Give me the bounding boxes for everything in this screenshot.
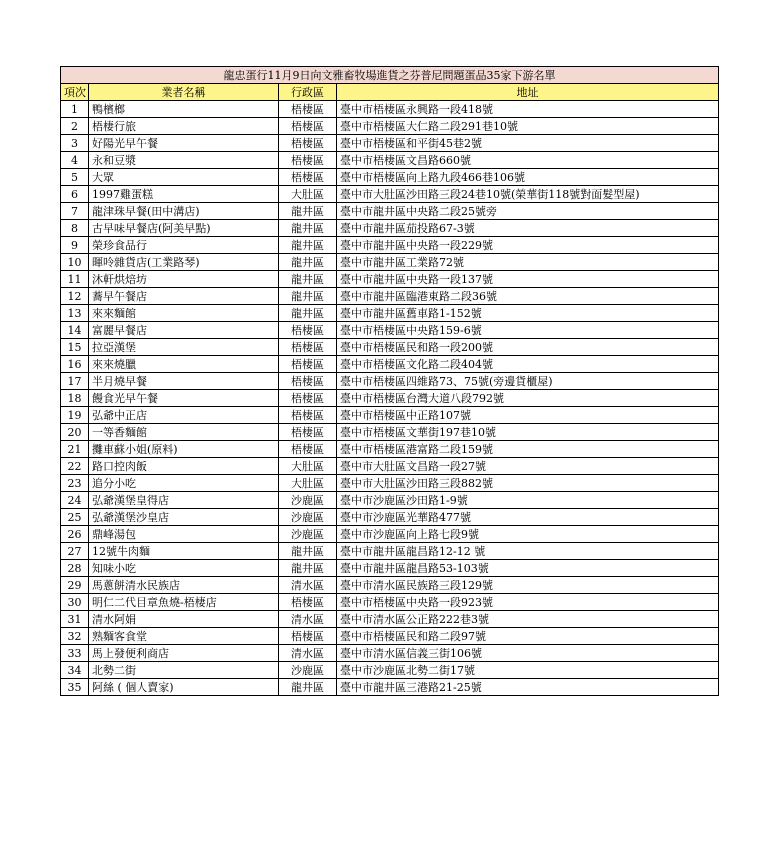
- row-number: 20: [61, 424, 89, 441]
- table-row: [61, 407, 719, 424]
- table-row: [61, 356, 719, 373]
- table-row: [61, 152, 719, 169]
- table-row: [61, 254, 719, 271]
- table-row: [61, 492, 719, 509]
- business-name: 北勢二街: [89, 662, 279, 679]
- header-row: [61, 84, 719, 101]
- district: 龍井區: [279, 543, 337, 560]
- district: 沙鹿區: [279, 662, 337, 679]
- table-row: [61, 662, 719, 679]
- district: 梧棲區: [279, 594, 337, 611]
- row-number: 35: [61, 679, 89, 696]
- business-name: 阿絲 ( 個人賣家): [89, 679, 279, 696]
- row-number: 13: [61, 305, 89, 322]
- row-number: 27: [61, 543, 89, 560]
- district: 沙鹿區: [279, 492, 337, 509]
- row-number: 7: [61, 203, 89, 220]
- business-name: 12號牛肉麵: [89, 543, 279, 560]
- address: 臺中市龍井區臨港東路二段36號: [337, 288, 719, 305]
- address: 臺中市龍井區中央路一段229號: [337, 237, 719, 254]
- table-row: [61, 101, 719, 118]
- address: 臺中市梧棲區向上路九段466巷106號: [337, 169, 719, 186]
- district: 龍井區: [279, 560, 337, 577]
- district: 梧棲區: [279, 135, 337, 152]
- row-number: 31: [61, 611, 89, 628]
- table-row: [61, 475, 719, 492]
- row-number: 5: [61, 169, 89, 186]
- address: 臺中市梧棲區文華街197巷10號: [337, 424, 719, 441]
- district: 龍井區: [279, 288, 337, 305]
- district: 梧棲區: [279, 101, 337, 118]
- district: 梧棲區: [279, 118, 337, 135]
- district: 龍井區: [279, 237, 337, 254]
- table-row: [61, 441, 719, 458]
- business-name: 明仁二代目章魚燒-梧棲店: [89, 594, 279, 611]
- district: 梧棲區: [279, 441, 337, 458]
- district: 大肚區: [279, 186, 337, 203]
- table-row: [61, 322, 719, 339]
- row-number: 12: [61, 288, 89, 305]
- header-district: 行政區: [279, 84, 337, 101]
- district: 沙鹿區: [279, 509, 337, 526]
- address: 臺中市沙鹿區向上路七段9號: [337, 526, 719, 543]
- table-row: [61, 288, 719, 305]
- address: 臺中市沙鹿區光華路477號: [337, 509, 719, 526]
- table-row: [61, 424, 719, 441]
- table-row: [61, 611, 719, 628]
- row-number: 16: [61, 356, 89, 373]
- business-name: 馬蔥餅清水民族店: [89, 577, 279, 594]
- table-row: [61, 560, 719, 577]
- row-number: 25: [61, 509, 89, 526]
- business-name: 來來燒臘: [89, 356, 279, 373]
- address: 臺中市梧棲區永興路一段418號: [337, 101, 719, 118]
- row-number: 33: [61, 645, 89, 662]
- address: 臺中市梧棲區中央路一段923號: [337, 594, 719, 611]
- district: 梧棲區: [279, 356, 337, 373]
- business-name: 榮珍食品行: [89, 237, 279, 254]
- row-number: 15: [61, 339, 89, 356]
- address: 臺中市梧棲區民和路一段200號: [337, 339, 719, 356]
- row-number: 22: [61, 458, 89, 475]
- district: 清水區: [279, 577, 337, 594]
- title-row: [61, 67, 719, 84]
- district: 梧棲區: [279, 373, 337, 390]
- district: 梧棲區: [279, 322, 337, 339]
- row-number: 26: [61, 526, 89, 543]
- district: 清水區: [279, 611, 337, 628]
- business-name: 好陽光早午餐: [89, 135, 279, 152]
- business-name: 富麗早餐店: [89, 322, 279, 339]
- table-row: [61, 458, 719, 475]
- address: 臺中市龍井區中央路一段137號: [337, 271, 719, 288]
- district: 梧棲區: [279, 407, 337, 424]
- row-number: 10: [61, 254, 89, 271]
- address: 臺中市龍井區三港路21-25號: [337, 679, 719, 696]
- row-number: 6: [61, 186, 89, 203]
- business-name: 蕎早午餐店: [89, 288, 279, 305]
- table-row: [61, 390, 719, 407]
- table-row: [61, 509, 719, 526]
- downstream-list-table: [60, 66, 719, 696]
- business-name: 來來麵館: [89, 305, 279, 322]
- address: 臺中市梧棲區和平街45巷2號: [337, 135, 719, 152]
- address: 臺中市大肚區文昌路一段27號: [337, 458, 719, 475]
- row-number: 1: [61, 101, 89, 118]
- table-row: [61, 271, 719, 288]
- business-name: 梧棲行旅: [89, 118, 279, 135]
- table-row: [61, 305, 719, 322]
- business-name: 弘爺漢堡皇得店: [89, 492, 279, 509]
- address: 臺中市梧棲區四維路73、75號(旁邊貨櫃屋): [337, 373, 719, 390]
- row-number: 24: [61, 492, 89, 509]
- business-name: 熟麵客食堂: [89, 628, 279, 645]
- row-number: 8: [61, 220, 89, 237]
- district: 清水區: [279, 645, 337, 662]
- document-title: 龍忠蛋行11月9日向文雅畜牧場進貨之芬普尼問題蛋品35家下游名單: [61, 67, 719, 84]
- address: 臺中市梧棲區中正路107號: [337, 407, 719, 424]
- business-name: 拉亞漢堡: [89, 339, 279, 356]
- business-name: 攤車蘇小姐(原料): [89, 441, 279, 458]
- table-row: [61, 577, 719, 594]
- address: 臺中市梧棲區中央路159-6號: [337, 322, 719, 339]
- business-name: 沐軒烘焙坊: [89, 271, 279, 288]
- address: 臺中市龍井區龍昌路12-12 號: [337, 543, 719, 560]
- table-row: [61, 526, 719, 543]
- address: 臺中市梧棲區文化路二段404號: [337, 356, 719, 373]
- district: 梧棲區: [279, 339, 337, 356]
- address: 臺中市梧棲區大仁路二段291巷10號: [337, 118, 719, 135]
- business-name: 知味小吃: [89, 560, 279, 577]
- row-number: 3: [61, 135, 89, 152]
- table-row: [61, 220, 719, 237]
- business-name: 追分小吃: [89, 475, 279, 492]
- business-name: 暉呤雜貨店(工業路琴): [89, 254, 279, 271]
- header-address: 地址: [337, 84, 719, 101]
- address: 臺中市清水區民族路三段129號: [337, 577, 719, 594]
- address: 臺中市龍井區工業路72號: [337, 254, 719, 271]
- table-row: [61, 543, 719, 560]
- table-row: [61, 679, 719, 696]
- business-name: 路口控肉飯: [89, 458, 279, 475]
- business-name: 清水阿娟: [89, 611, 279, 628]
- district: 龍井區: [279, 254, 337, 271]
- table-row: [61, 594, 719, 611]
- district: 龍井區: [279, 220, 337, 237]
- business-name: 半月燒早餐: [89, 373, 279, 390]
- row-number: 28: [61, 560, 89, 577]
- address: 臺中市清水區信義三街106號: [337, 645, 719, 662]
- district: 龍井區: [279, 271, 337, 288]
- district: 龍井區: [279, 305, 337, 322]
- row-number: 34: [61, 662, 89, 679]
- district: 梧棲區: [279, 169, 337, 186]
- row-number: 21: [61, 441, 89, 458]
- district: 梧棲區: [279, 152, 337, 169]
- business-name: 鼎峰湯包: [89, 526, 279, 543]
- address: 臺中市沙鹿區北勢二街17號: [337, 662, 719, 679]
- address: 臺中市大肚區沙田路三段882號: [337, 475, 719, 492]
- table-row: [61, 118, 719, 135]
- business-name: 古早味早餐店(阿美早點): [89, 220, 279, 237]
- district: 大肚區: [279, 475, 337, 492]
- address: 臺中市沙鹿區沙田路1-9號: [337, 492, 719, 509]
- address: 臺中市大肚區沙田路三段24巷10號(榮華街118號對面髮型屋): [337, 186, 719, 203]
- table-row: [61, 237, 719, 254]
- business-name: 一等香麵館: [89, 424, 279, 441]
- business-name: 龍津珠早餐(田中溝店): [89, 203, 279, 220]
- address: 臺中市梧棲區文昌路660號: [337, 152, 719, 169]
- header-no: 項次: [61, 84, 89, 101]
- business-name: 鴨檳榔: [89, 101, 279, 118]
- header-name: 業者名稱: [89, 84, 279, 101]
- district: 沙鹿區: [279, 526, 337, 543]
- address: 臺中市龍井區中央路二段25號旁: [337, 203, 719, 220]
- district: 梧棲區: [279, 424, 337, 441]
- business-name: 弘爺漢堡沙皇店: [89, 509, 279, 526]
- row-number: 2: [61, 118, 89, 135]
- table-row: [61, 339, 719, 356]
- district: 梧棲區: [279, 628, 337, 645]
- district: 大肚區: [279, 458, 337, 475]
- table-row: [61, 135, 719, 152]
- district: 龍井區: [279, 679, 337, 696]
- address: 臺中市梧棲區港富路二段159號: [337, 441, 719, 458]
- table-row: [61, 373, 719, 390]
- business-name: 永和豆漿: [89, 152, 279, 169]
- row-number: 11: [61, 271, 89, 288]
- table-row: [61, 645, 719, 662]
- business-name: 1997雞蛋糕: [89, 186, 279, 203]
- address: 臺中市清水區公正路222巷3號: [337, 611, 719, 628]
- address: 臺中市龍井區龍昌路53-103號: [337, 560, 719, 577]
- table-row: [61, 628, 719, 645]
- business-name: 大眾: [89, 169, 279, 186]
- district: 梧棲區: [279, 390, 337, 407]
- row-number: 19: [61, 407, 89, 424]
- row-number: 23: [61, 475, 89, 492]
- row-number: 29: [61, 577, 89, 594]
- business-name: 饅食光早午餐: [89, 390, 279, 407]
- business-name: 弘爺中正店: [89, 407, 279, 424]
- address: 臺中市梧棲區民和路二段97號: [337, 628, 719, 645]
- row-number: 14: [61, 322, 89, 339]
- address: 臺中市梧棲區台灣大道八段792號: [337, 390, 719, 407]
- table-row: [61, 169, 719, 186]
- address: 臺中市龍井區茄投路67-3號: [337, 220, 719, 237]
- business-name: 馬上發便利商店: [89, 645, 279, 662]
- row-number: 17: [61, 373, 89, 390]
- row-number: 32: [61, 628, 89, 645]
- row-number: 4: [61, 152, 89, 169]
- table-body: [61, 101, 719, 696]
- row-number: 18: [61, 390, 89, 407]
- table-row: [61, 203, 719, 220]
- row-number: 9: [61, 237, 89, 254]
- address: 臺中市龍井區舊車路1-152號: [337, 305, 719, 322]
- table-row: [61, 186, 719, 203]
- row-number: 30: [61, 594, 89, 611]
- district: 龍井區: [279, 203, 337, 220]
